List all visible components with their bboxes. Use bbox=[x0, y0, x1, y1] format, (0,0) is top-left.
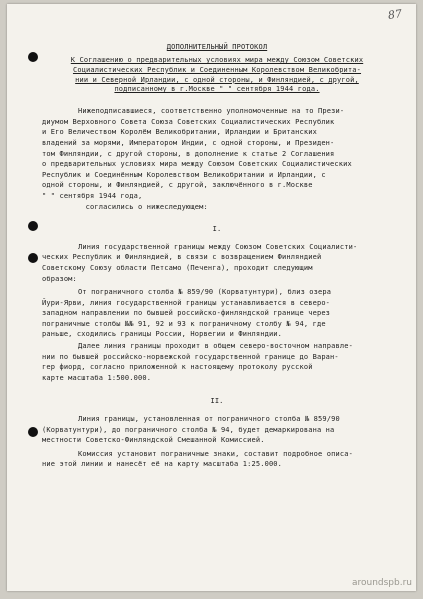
text-line: Далее линия границы проходит в общем северо-восточном направле- bbox=[78, 342, 353, 351]
text-line: о предварительных условиях мира между Союзом Советских Социалистических bbox=[42, 160, 352, 169]
subtitle-line: подписанному в г.Москве " " сентября 1944 года. bbox=[114, 85, 320, 94]
text-line: Йури-Ярви, линия государственной границы устанавливается в северо- bbox=[42, 298, 331, 307]
text-line: западном направлении по бывшей российско-финляндской границе через bbox=[42, 309, 331, 318]
text-line: (Корватунтури), до пограничного столба № 94, будет демаркирована на bbox=[42, 425, 335, 434]
punch-hole-3 bbox=[28, 253, 38, 263]
text-line: том Финляндии, с другой стороны, в дополнение к статье 2 Соглашения bbox=[42, 149, 335, 158]
text-line: карте масштаба 1:500.000. bbox=[42, 373, 152, 382]
text-line: Линия границы, установленная от пограничного столба № 859/90 bbox=[78, 415, 340, 424]
text-line: гер фиорд, согласно приложенной к настоящему протоколу русской bbox=[42, 363, 313, 372]
text-line: образом: bbox=[42, 274, 77, 283]
page-number: 87 bbox=[387, 7, 403, 22]
text-line: ческих Республик и Финляндией, в связи с возвращением Финляндией bbox=[42, 253, 322, 262]
document-body bbox=[42, 42, 392, 470]
punch-hole-4 bbox=[28, 427, 38, 437]
text-line: нии по бывшей российско-норвежской государственной границе до Варан- bbox=[42, 352, 339, 361]
text-line: ние этой линии и нанесёт её на карту масштаба 1:25.000. bbox=[42, 460, 283, 469]
document-subtitle bbox=[42, 56, 392, 95]
site-watermark: aroundspb.ru bbox=[351, 578, 412, 588]
section-2-paragraph-1 bbox=[42, 414, 392, 446]
subtitle-line: К Соглашению о предварительных условиях мира между Союзом Советских bbox=[70, 56, 364, 64]
section-2-paragraph-2 bbox=[42, 449, 392, 470]
text-line: Нижеподписавшиеся, соответственно уполномоченные на то Прези- bbox=[78, 107, 345, 116]
text-line: пограничные столбы №№ 91, 92 и 93 к пограничному столбу № 94, где bbox=[42, 319, 326, 328]
document-title: ДОПОЛНИТЕЛЬНЫЙ ПРОТОКОЛ bbox=[166, 43, 268, 51]
text-line: местности Советско-Финляндской Смешанной Комиссией. bbox=[42, 436, 265, 445]
section-1-paragraph-1 bbox=[42, 242, 392, 284]
text-line: Советскому Союзу области Петсамо (Печенга), проходит следующим bbox=[42, 263, 313, 272]
text-line: От пограничного столба № 859/90 (Корватунтури), близ озера bbox=[78, 288, 332, 297]
section-numeral-2: II. bbox=[210, 397, 224, 406]
text-line: Линия государственной границы между Союзом Советских Социалисти- bbox=[78, 242, 358, 251]
section-1-paragraph-2 bbox=[42, 287, 392, 340]
text-line: Республик и Соединённым Королевством Великобритании и Ирландии, с bbox=[42, 170, 326, 179]
text-line: владений за морями, Императором Индии, с одной стороны, и Президен- bbox=[42, 138, 335, 147]
document-page bbox=[7, 4, 416, 591]
subtitle-line: Социалистических Республик и Соединенным Королевством Великобрита- bbox=[72, 65, 362, 74]
text-line: " " сентября 1944 года, bbox=[42, 191, 143, 200]
punch-hole-2 bbox=[28, 221, 38, 231]
subtitle-line: нии и Северной Ирландии, с одной стороны, и Финляндией, с другой, bbox=[75, 75, 359, 84]
section-1-paragraph-3 bbox=[42, 341, 392, 383]
section-numeral-1: I. bbox=[212, 225, 222, 234]
text-line: диумом Верховного Совета Союза Советских Социалистических Республик bbox=[42, 117, 335, 126]
punch-hole-1 bbox=[28, 52, 38, 62]
text-line: Комиссия установит пограничные знаки, составит подробное описа- bbox=[78, 449, 353, 458]
text-line: раньше, сходились границы России, Норвегии и Финляндии. bbox=[42, 330, 283, 339]
text-line: одной стороны, и Финляндией, с другой, заключённого в г.Москве bbox=[42, 181, 313, 190]
text-line: согласились о нижеследующем: bbox=[42, 202, 208, 211]
intro-paragraph bbox=[42, 106, 392, 212]
text-line: и Его Величеством Королём Великобритании, Ирландии и Британских bbox=[42, 128, 317, 137]
